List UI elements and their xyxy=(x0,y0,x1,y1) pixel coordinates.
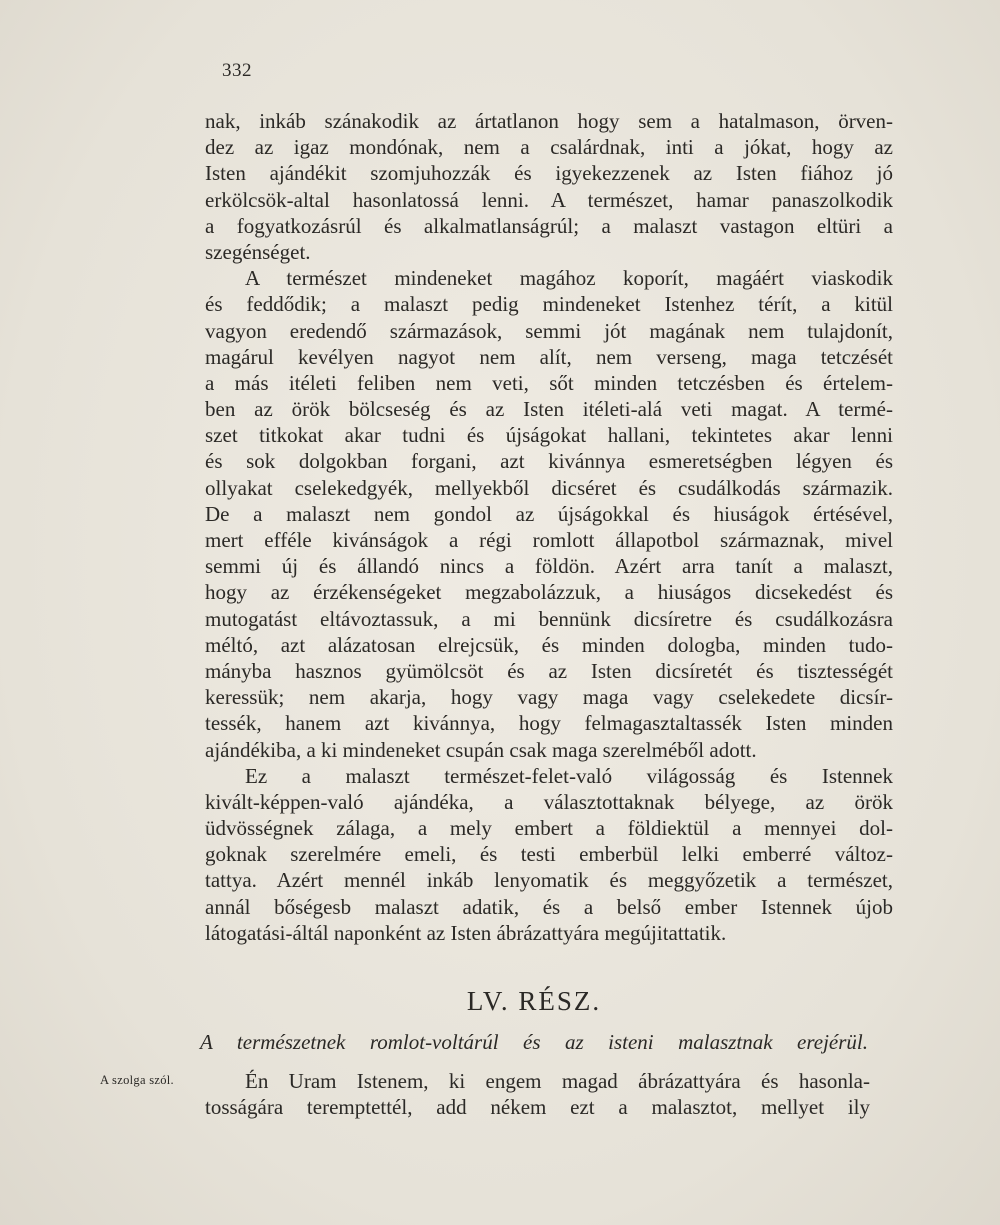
chapter-title: LV. RÉSZ. xyxy=(466,986,602,1016)
chapter-subtitle: A természetnek romlot-voltárúl és az isteni malasztnak erejérül. xyxy=(200,1030,868,1054)
chapter-text xyxy=(205,1068,870,1120)
text-line: a más itéleti feliben nem veti, sőt minden tetczésben és értelem- xyxy=(205,370,893,395)
text-line: és sok dolgokban forgani, azt kivánnya esmeretségben légyen és xyxy=(205,449,893,474)
text-line: szegénséget. xyxy=(205,239,311,264)
text-line: De a malaszt nem gondol az újságokkal és hiuságok értésével, xyxy=(205,501,893,526)
text-line: méltó, azt alázatosan elrejcsük, és minden dologba, minden tudo- xyxy=(205,632,893,657)
page-number: 332 xyxy=(222,60,252,81)
text-line: Isten ajándékit szomjuhozzák és igyekezzenek az Isten fiához jó xyxy=(205,161,893,186)
text-line: a fogyatkozásrúl és alkalmatlanságrúl; a malaszt vastagon eltüri a xyxy=(205,213,893,238)
text-line: nak, inkáb szánakodik az ártatlanon hogy sem a hatalmason, örven- xyxy=(205,109,893,133)
text-line: mutogatást eltávoztassuk, a mi bennünk dicsíretre és csudálkozásra xyxy=(205,606,893,631)
text-line: magárul kevélyen nagyot nem alít, nem verseng, maga tetczését xyxy=(205,344,893,369)
text-line: mányba hasznos gyümölcsöt és az Isten dicsíretét és tisztességét xyxy=(205,658,893,683)
text-line: látogatási-áltál naponként az Isten ábrázattyára megújitattatik. xyxy=(205,920,727,945)
text-line: hogy az érzékenségeket megzabolázzuk, a hiuságos dicsekedést és xyxy=(205,580,893,605)
text-line: ajándékiba, a ki mindeneket csupán csak maga szerelméből adott. xyxy=(205,737,757,762)
text-line: Ez a malaszt természet-felet-való világosság és Istennek xyxy=(245,763,893,788)
text-line: szet titkokat akar tudni és újságokat hallani, tekintetes akar lenni xyxy=(205,423,893,448)
text-line: dez az igaz mondónak, nem a csalárdnak, inti a jókat, hogy az xyxy=(205,135,893,160)
main-text xyxy=(205,108,893,946)
text-line: tattya. Azért mennél inkáb lenyomatik és meggyőzetik a természet, xyxy=(205,868,893,893)
text-line: semmi új és állandó nincs a földön. Azért arra tanít a malaszt, xyxy=(205,554,893,579)
text-line: keressük; nem akarja, hogy vagy maga vagy cselekedete dicsír- xyxy=(205,685,893,710)
text-line: goknak szerelmére emeli, és testi emberbül lelki emberré változ- xyxy=(205,842,893,867)
text-line: Én Uram Istenem, ki engem magad ábrázattyára és hasonla- xyxy=(245,1069,870,1093)
text-line: ollyakat cselekedgyék, mellyekből dicséret és csudálkodás származik. xyxy=(205,475,893,500)
text-line: ben az örök bölcseség és az Isten itéleti-alá veti magat. A termé- xyxy=(205,397,893,422)
margin-note: A szolga szól. xyxy=(100,1073,174,1087)
text-line: annál bőségesb malaszt adatik, és a belső ember Istennek újob xyxy=(205,894,893,919)
text-line: erkölcsök-altal hasonlatossá lenni. A természet, hamar panaszolkodik xyxy=(205,187,893,212)
text-line: vagyon eredendő származások, semmi jót magának nem tulajdonít, xyxy=(205,318,893,343)
text-line: mert efféle kivánságok a régi romlott állapotbol származnak, mivel xyxy=(205,528,893,552)
text-line: tosságára teremptettél, add nékem ezt a malasztot, mellyet ily xyxy=(205,1095,870,1120)
text-line: tessék, hanem azt kivánnya, hogy felmagasztaltassék Isten minden xyxy=(205,711,893,736)
text-line: A természet mindeneket magához koporít, magáért viaskodik xyxy=(245,266,893,291)
text-line: és feddődik; a malaszt pedig mindeneket Istenhez térít, a kitül xyxy=(205,292,893,317)
text-line: üdvösségnek zálaga, a mely embert a földiektül a mennyei dol- xyxy=(205,816,893,841)
text-line: kivált-képpen-való ajándéka, a választottaknak bélyege, az örök xyxy=(205,789,893,814)
